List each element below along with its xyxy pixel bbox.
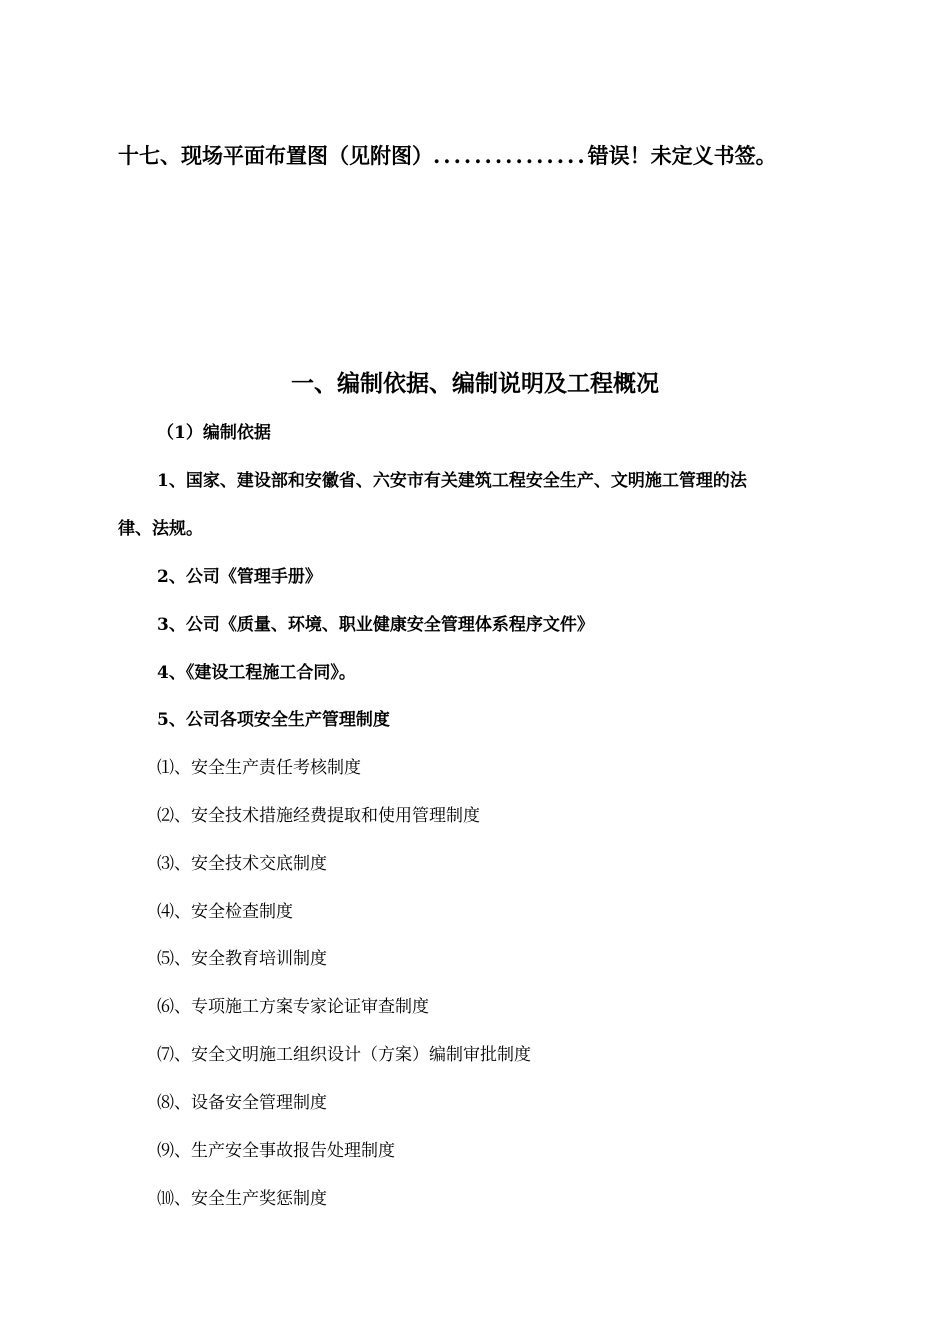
sub-item: ⑴、安全生产责任考核制度 xyxy=(157,758,361,778)
basis-item-4: 4、《建设工程施工合同》。 xyxy=(157,663,356,683)
toc-entry-label: 十七、现场平面布置图（见附图） xyxy=(118,143,433,168)
sub-item: ⑼、生产安全事故报告处理制度 xyxy=(157,1141,395,1161)
sub-item: ⑻、设备安全管理制度 xyxy=(157,1093,327,1113)
sub-item: ⑸、安全教育培训制度 xyxy=(157,949,327,969)
basis-item-5: 5、公司各项安全生产管理制度 xyxy=(157,710,390,730)
basis-item-2: 2、公司《管理手册》 xyxy=(157,567,322,587)
toc-entry[interactable] xyxy=(118,140,777,172)
toc-entry-dots: ............... xyxy=(433,143,588,168)
sub-item: ⑵、安全技术措施经费提取和使用管理制度 xyxy=(157,806,480,826)
basis-item-3: 3、公司《质量、环境、职业健康安全管理体系程序文件》 xyxy=(157,615,594,635)
sub-item: ⑷、安全检查制度 xyxy=(157,902,293,922)
sub-item: ⑽、安全生产奖惩制度 xyxy=(157,1189,327,1209)
basis-item-1-line-2: 律、法规。 xyxy=(118,519,203,539)
sub-item: ⑶、安全技术交底制度 xyxy=(157,854,327,874)
basis-heading: （1）编制依据 xyxy=(157,423,271,443)
sub-item: ⑹、专项施工方案专家论证审查制度 xyxy=(157,997,429,1017)
toc-entry-error: 错误！未定义书签。 xyxy=(587,143,777,168)
section-title: 一、编制依据、编制说明及工程概况 xyxy=(291,370,659,397)
basis-item-1-line-1: 1、国家、建设部和安徽省、六安市有关建筑工程安全生产、文明施工管理的法 xyxy=(157,471,747,491)
sub-item: ⑺、安全文明施工组织设计（方案）编制审批制度 xyxy=(157,1045,531,1065)
